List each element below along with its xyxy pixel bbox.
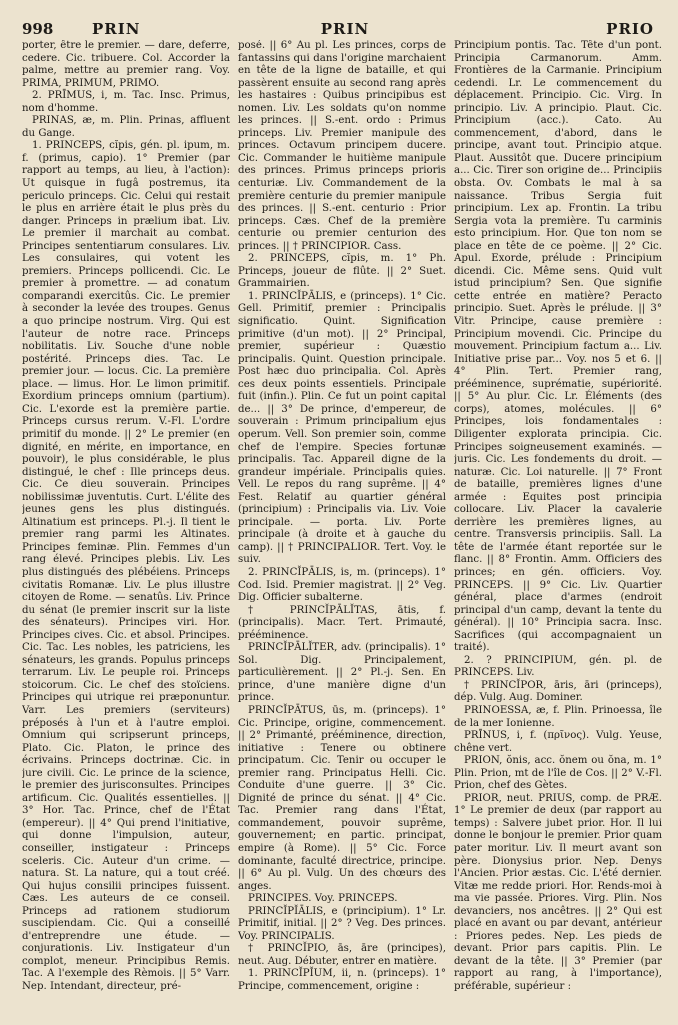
dictionary-entry: PRINCIPES. Voy. PRINCEPS.	[248, 893, 398, 905]
text-columns	[22, 40, 666, 1025]
page-header	[22, 20, 666, 38]
dictionary-entry: 1. PRINCĬPĬUM, ii, n. (princeps). 1° Principe, commencement, origine :	[238, 968, 446, 993]
column-right	[454, 40, 662, 1025]
dictionary-entry: 2. PRĪMUS, i, m. Tac. Insc. Primus, nom d'homme.	[22, 90, 230, 114]
dictionary-entry: † PRINCĬPIO, ās, āre (principes), neut. Aug. Débuter, entrer en matière.	[238, 943, 446, 967]
dictionary-entry: PRINOESSA, æ, f. Plin. Prinoessa, île de la mer Ionienne.	[454, 704, 662, 729]
dictionary-entry: porter, être le premier. — dare, deferre, cedere. Cic. tribuere. Col. Accorder la palme, mettre au premier rang. Voy. PRIMA, PRIMUM, PRIMO.	[22, 40, 230, 89]
dictionary-entry: PRION, ŏnis, acc. ŏnem ou ŏna, m. 1° Plin. Prion, mt de l'île de Cos. || 2° V.-Fl. Prion, chef des Gètes.	[454, 755, 662, 792]
column-middle	[238, 40, 446, 1025]
dictionary-entry: 2. PRINCEPS, cĭpis, m. 1° Ph. Princeps, joueur de flûte. || 2° Suet. Grammairien.	[238, 253, 446, 290]
dictionary-entry: 1. PRINCEPS, cĭpis, gén. pl. ipum, m. f. (primus, capio). 1° Premier (par rapport au temps, au lieu, à l'action): Ut quisque in fugâ postremus, ita periculo princeps. Cic. Celui qui restait le plus en arrière était le plus près du danger. Princeps in prælium ibat. Liv. Le premier il marchait au combat. Principes sententiarum consulares. Liv. Les consulaires, qui votent les premiers. Princeps pollicendi. Cic. Le premier à promettre. — ad conatum comparandi exercitûs. Cic. Le premier à seconder la levée des troupes. Genus a quo principe nostrum. Virg. Qui est l'auteur de notre race. Princeps nobilitatis. Liv. Souche d'une noble postérité. Princeps dies. Tac. Le premier jour. — locus. Cic. La première place. — limus. Hor. Le limon primitif. Exordium princeps omnium (partium). Cic. L'exorde est la première partie. Princeps cursus rerum. V.-Fl. L'ordre primitif du monde. || 2° Le premier (en dignité, en mérite, en importance, en pouvoir), le plus considérable, le plus distingué, le chef : Ille princeps deus. Cic. Ce dieu souverain. Principes nobilissimæ juventutis. Curt. L'élite des jeunes gens les plus distingués. Altinatium est princeps. Pl.-j. Il tient le premier rang parmi les Altinates. Principes feminæ. Plin. Femmes d'un rang élevé. Principes plebis. Liv. Les plus distingués des plébéiens. Princeps civitatis Romanæ. Liv. Le plus illustre citoyen de Rome. — senatûs. Liv. Prince du sénat (le premier inscrit sur la liste des sénateurs). Principes viri. Hor. Principes cives. Cic. et absol. Principes. Cic. Tac. Les nobles, les patriciens, les sénateurs, les grands. Populus princeps terrarum. Liv. Le peuple roi. Princeps stoicorum. Cic. Le chef des stoïciens. Principes qui utrique rei præponuntur. Varr. Les premiers (serviteurs) préposés à l'un et à l'autre emploi. Omnium qui scripserunt princeps, Plato. Cic. Platon, le prince des écrivains. Princeps doctrinæ. Cic. in jure civili. Cic. Le prince de la science, le premier des jurisconsultes. Principes artificum. Cic. Qualités essentielles. || 3° Hor. Tac. Prince, chef de l'État (empereur). || 4° Qui prend l'initiative, qui donne l'impulsion, auteur, conseiller, instigateur : Princeps sceleris. Cic. Auteur d'un crime. — natura. St. La nature, qui a tout créé. Qui hujus consilii principes fuissent. Cæs. Les auteurs de ce conseil. Princeps ad rationem studiorum suscipiendam. Cic. Qui a conseillé d'entreprendre une étude. — conjurationis. Liv. Instigateur d'un complot, meneur. Principibus Remis. Tac. A l'exemple des Rèmois. || 5° Varr. Nep. Intendant, directeur, pré-	[22, 140, 230, 993]
dictionary-entry: 2. PRINCĬPĀLIS, is, m. (princeps). 1° Cod. Isid. Premier magistrat. || 2° Veg. Dig. Officier subalterne.	[238, 566, 446, 604]
dictionary-entry: PRINCĬPĬĀLIS, e (principium). 1° Lr. Primitif, initial. || 2° ? Veg. Des princes. Voy. PRINCIPALIS.	[238, 905, 446, 942]
header-left-word: PRIN	[92, 20, 141, 38]
dictionary-entry: PRINCĬPĀTUS, ūs, m. (princeps). 1° Cic. Principe, origine, commencement. || 2° Primanté, prééminence, direction, initiative : Tenere ou obtinere principatum. Cic. Tenir ou occuper le premier rang. Principatus Helli. Cic. Conduite d'une guerre. || 3° Cic. Dignité de prince du sénat. || 4° Cic. Tac. Premier rang dans l'État, commandement, pouvoir suprême, gouvernement; en partic. principat, empire (à Rome). || 5° Cic. Force dominante, faculté directrice, principe. || 6° Au pl. Vulg. Un des chœurs des anges.	[238, 704, 446, 892]
header-center-word: PRIN	[320, 20, 370, 38]
dictionary-entry: 1. PRINCĬPĀLIS, e (princeps). 1° Cic. Gell. Primitif, premier : Principalis significatio. Quint. Signification primitive (d'un mot). || 2° Principal, premier, supérieur : Quæstio principalis. Quint. Question principale. Post hæc duo principalia. Col. Après ces deux points essentiels. Principale fuit (infin.). Plin. Ce fut un point capital de... || 3° De prince, d'empereur, de souverain : Primum principalium ejus operum. Vell. Son premier soin, comme chef de l'empire. Species fortunæ principalis. Tac. Appareil digne de la grandeur impériale. Principalis quies. Vell. Le repos du rang suprême. || 4° Fest. Relatif au quartier général (principium) : Principalis via. Liv. Voie principale. — porta. Liv. Porte principale (à droite et à gauche du camp). || † PRINCIPALIOR. Tert. Voy. le suiv.	[238, 290, 446, 566]
header-right-word: PRIO	[606, 20, 654, 38]
dictionary-entry: 2. ? PRINCIPIUM, gén. pl. de PRINCEPS. Liv.	[454, 654, 662, 679]
column-left	[22, 40, 230, 1025]
dictionary-entry: † PRINCĬPĀLĬTAS, ātis, f. (principalis). Macr. Tert. Primauté, prééminence.	[238, 604, 446, 641]
dictionary-entry: PRĪNUS, i, f. (πρῖνος). Vulg. Yeuse, chêne vert.	[454, 730, 662, 754]
dictionary-entry: † PRINCĬPOR, āris, āri (princeps), dép. Vulg. Aug. Dominer.	[454, 679, 662, 704]
dictionary-entry: posé. || 6° Au pl. Les princes, corps de fantassins qui dans l'origine marchaient en tête de la ligne de bataille, et qui passèrent ensuite au second rang après les hastaires : Quibus principibus est nomen. Liv. Les soldats qu'on nomme les princes. || S.-ent. ordo : Primus princeps. Liv. Premier manipule des princes. Octavum principem ducere. Cic. Commander le huitième manipule des princes. Primus princeps prioris centuriæ. Liv. Commandement de la première centurie du premier manipule des princes. || S.-ent. centurio : Prior princeps. Cæs. Chef de la première centurie ou premier centurion des princes. || † PRINCIPIOR. Cass.	[238, 40, 446, 252]
page-number: 998	[22, 20, 54, 38]
dictionary-entry: PRINAS, æ, m. Plin. Prinas, affluent du Gange.	[22, 115, 230, 139]
dictionary-entry: Principium pontis. Tac. Tête d'un pont. Principia Carmanorum. Amm. Frontières de la Carmanie. Principium cedendi. Lr. Le commencement du déplacement. Principio. Cic. Virg. In principio. Liv. A principio. Plaut. Cic. Principium (acc.). Cato. Au commencement, d'abord, dans le principe, avant tout. Principio atque. Plaut. Aussitôt que. Ducere principium a... Cic. Tirer son origine de... Principiis obsta. Ov. Combats le mal à sa naissance. Tribus Sergia fuit principium. Lex ap. Frontin. La tribu Sergia vota la première. Tu carminis esto principium. Hor. Que ton nom se place en tête de ce poème. || 2° Cic. Apul. Exorde, prélude : Principium dicendi. Cic. Même sens. Quid vult istud principium? Sen. Que signifie cette entrée en matière? Peracto principio. Suet. Après le prélude. || 3° Vitr. Principe, cause première : Principium movendi. Cic. Principe du mouvement. Principium factum a... Liv. Initiative prise par... Voy. nos 5 et 6. || 4° Plin. Tert. Premier rang, prééminence, suprématie, supériorité. || 5° Au plur. Cic. Lr. Éléments (des corps), atomes, molécules. || 6° Principes, lois fondamentales : Diligenter explorata principia. Cic. Principes soigneusement examinés. — juris. Cic. Les fondements du droit. — naturæ. Cic. Loi naturelle. || 7° Front de bataille, premières lignes d'une armée : Equites post principia collocare. Liv. Placer la cavalerie derrière les premières lignes, au centre. Transversis principiis. Sall. La tête de l'armée étant reportée sur le flanc. || 8° Frontin. Amm. Officiers des princes; en gén. officiers. Voy. PRINCEPS. || 9° Cic. Liv. Quartier général, place d'armes (endroit principal d'un camp, devant la tente du général). || 10° Principia sacra. Insc. Sacrifices (qui accompagnaient un traité).	[454, 40, 662, 654]
dictionary-entry: PRIOR, neut. PRIUS, comp. de PRÆ. 1° Le premier de deux (par rapport au temps) : Salvere jubet prior. Hor. Il lui donne le bonjour le premier. Prior quam pater moritur. Liv. Il meurt avant son père. Dionysius prior. Nep. Denys l'Ancien. Prior æstas. Cic. L'été dernier. Vitæ me redde priori. Hor. Rends-moi à ma vie passée. Priores. Virg. Plin. Nos devanciers, nos ancêtres. || 2° Qui est placé en avant ou par devant, antérieur : Priores pedes. Nep. Les pieds de devant. Prior pars capitis. Plin. Le devant de la tête. || 3° Premier (par rapport au rang, à l'importance), préférable, supérieur :	[454, 792, 662, 993]
dictionary-entry: PRINCĬPĀLĬTER, adv. (principalis). 1° Sol. Dig. Principalement, particulièrement. || 2° Pl.-j. Sen. En prince, d'une manière digne d'un prince.	[238, 642, 446, 704]
